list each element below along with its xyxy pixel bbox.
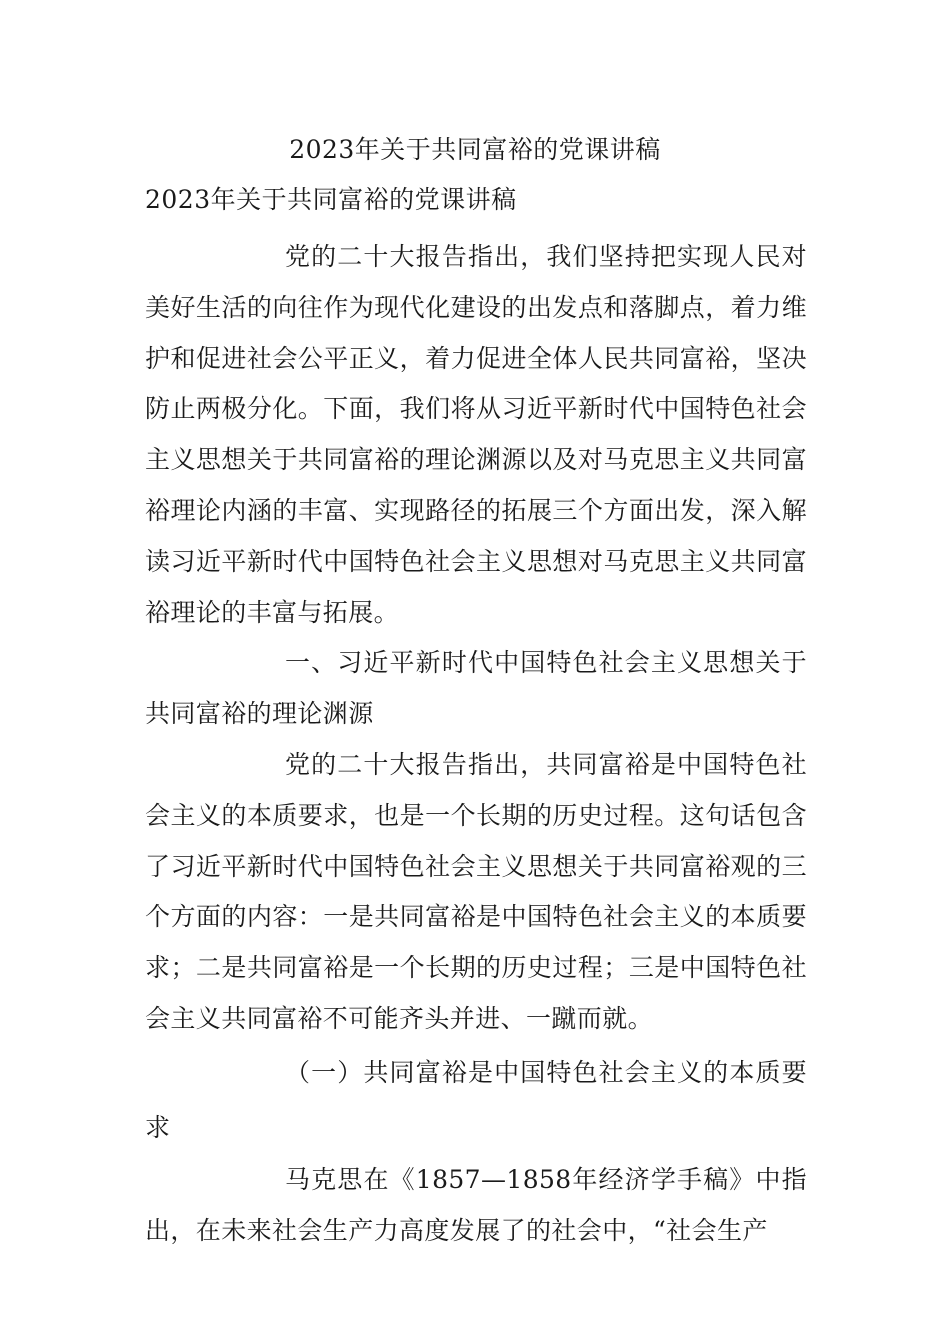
section-heading-1: 一、习近平新时代中国特色社会主义思想关于共同富裕的理论渊源 [145, 648, 807, 729]
intro-paragraph: 党的二十大报告指出，我们坚持把实现人民对美好生活的向往作为现代化建设的出发点和落脚点，着力维护和促进社会公平正义，着力促进全体人民共同富裕，坚决防止两极分化。下面，我们将从习近平新时代中国特色社会主义思想关于共同富裕的理论渊源以及对马克思主义共同富裕理论内涵的丰富、实现路径的拓展三个方面出发，深入解读习近平新时代中国特色社会主义思想对马克思主义共同富裕理论的丰富与拓展。 [145, 242, 807, 627]
section-1-paragraph: 党的二十大报告指出，共同富裕是中国特色社会主义的本质要求，也是一个长期的历史过程。这句话包含了习近平新时代中国特色社会主义思想关于共同富裕观的三个方面的内容：一是共同富裕是中国特色社会主义的本质要求；二是共同富裕是一个长期的历史过程；三是中国特色社会主义共同富裕不可能齐头并进、一蹴而就。 [145, 749, 807, 1033]
document-title: 2023年关于共同富裕的党课讲稿 [289, 135, 661, 164]
document-subtitle: 2023年关于共同富裕的党课讲稿 [145, 185, 517, 214]
subsection-1-paragraph: 马克思在《1857—1858年经济学手稿》中指出，在未来社会生产力高度发展了的社会中，“社会生产 [145, 1164, 807, 1245]
subsection-heading-1: （一）共同富裕是中国特色社会主义的本质要求 [145, 1057, 807, 1142]
document-body [145, 182, 807, 1256]
